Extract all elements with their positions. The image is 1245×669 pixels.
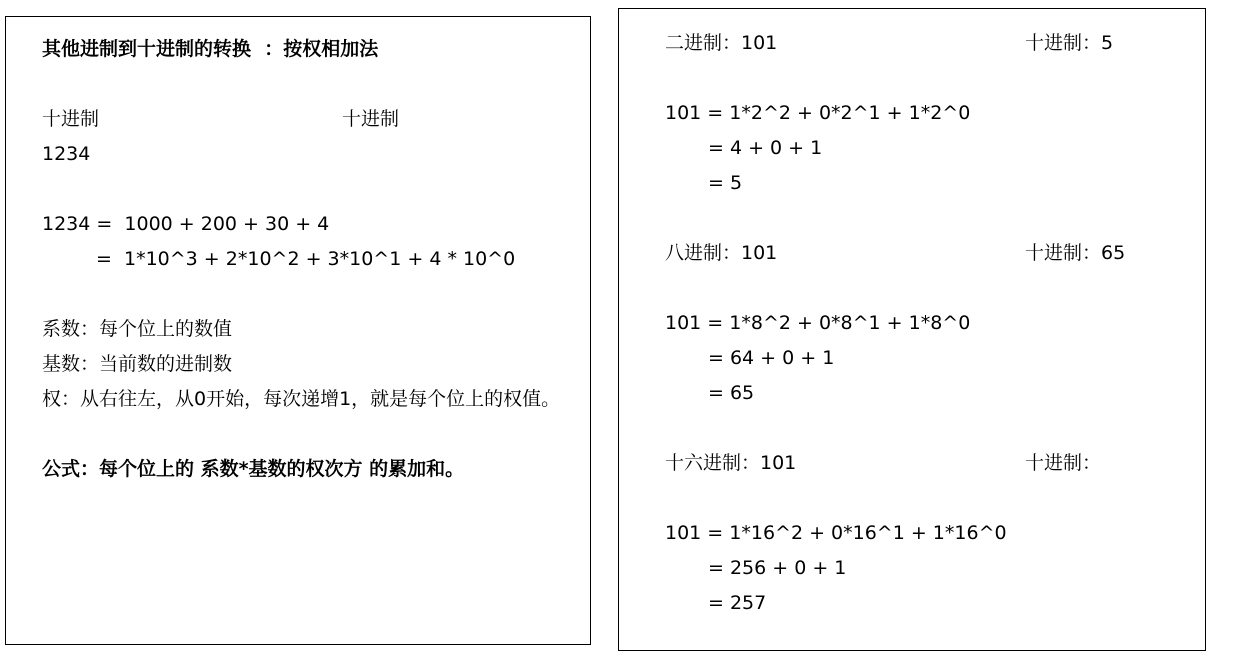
binary-calc-line-1: 101 = 1*2^2 + 0*2^1 + 1*2^0 — [665, 102, 971, 124]
coefficient-definition: 系数：每个位上的数值 — [42, 318, 233, 340]
page-title: 其他进制到十进制的转换 ：按权相加法 — [42, 38, 379, 60]
binary-label: 二进制：101 — [665, 32, 778, 54]
octal-calc-line-2: = 64 + 0 + 1 — [708, 347, 835, 369]
hex-calc-line-2: = 256 + 0 + 1 — [708, 557, 847, 579]
octal-calc-line-3: = 65 — [708, 382, 755, 404]
decimal-label-2: 十进制 — [342, 108, 400, 130]
expansion-line-2: = 1*10^3 + 2*10^2 + 3*10^1 + 4 * 10^0 — [96, 248, 516, 270]
weight-definition: 权：从右往左，从0开始，每次递增1，就是每个位上的权值。 — [42, 388, 561, 410]
hex-calc-line-1: 101 = 1*16^2 + 0*16^1 + 1*16^0 — [665, 522, 1007, 544]
expansion-line-1: 1234 = 1000 + 200 + 30 + 4 — [42, 213, 330, 235]
example-number: 1234 — [42, 143, 91, 165]
hex-calc-line-3: = 257 — [708, 592, 767, 614]
base-definition: 基数：当前数的进制数 — [42, 353, 233, 375]
hex-label: 十六进制：101 — [665, 452, 797, 474]
octal-decimal-result: 十进制：65 — [1025, 242, 1126, 264]
octal-calc-line-1: 101 = 1*8^2 + 0*8^1 + 1*8^0 — [665, 312, 971, 334]
formula: 公式：每个位上的 系数*基数的权次方 的累加和。 — [42, 458, 465, 480]
left-note-panel — [5, 16, 591, 645]
binary-calc-line-2: = 4 + 0 + 1 — [708, 137, 823, 159]
binary-decimal-result: 十进制：5 — [1025, 32, 1114, 54]
decimal-label: 十进制 — [42, 108, 100, 130]
hex-decimal-result: 十进制： — [1025, 452, 1102, 474]
binary-calc-line-3: = 5 — [708, 172, 743, 194]
right-note-panel — [618, 8, 1206, 651]
octal-label: 八进制：101 — [665, 242, 778, 264]
